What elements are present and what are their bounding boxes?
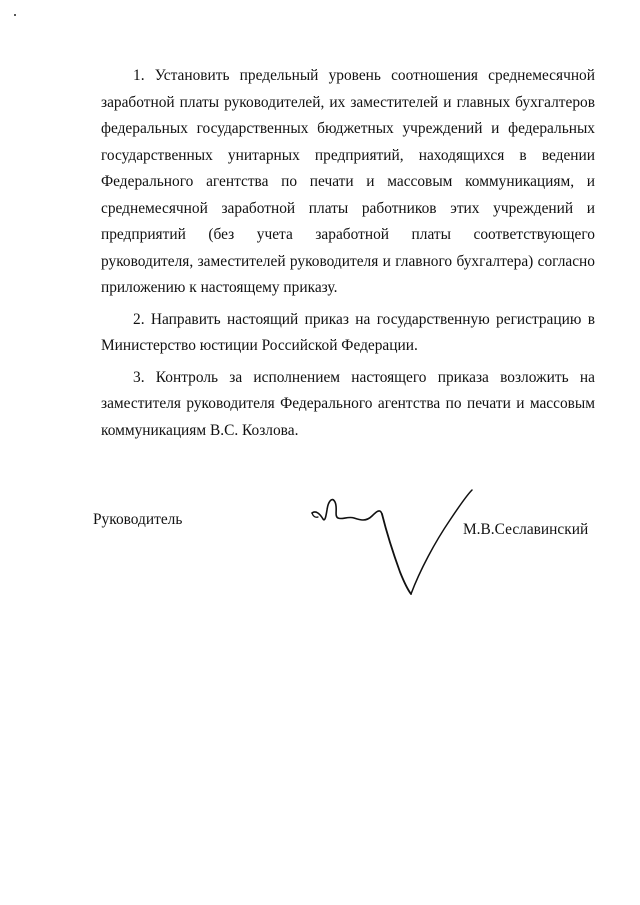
signatory-name: М.В.Сеславинский xyxy=(463,521,589,538)
paragraph-text: Установить предельный уровень соотношения среднемесячной заработной платы руководителей, их заместителей и главных бухгалтеров федеральных государственных бюджетных учреждений и федеральных государственных унитарных предприятий, находящихся в ведении Федерального агентства по печати и массовым коммуникациям, и среднемесячной заработной платы работников этих учреждений и предприятий (без учета заработной платы соответствующего руководителя, заместителей руководителя и главного бухгалтера) согласно приложению к настоящему приказу. xyxy=(101,67,595,296)
order-paragraph-3 xyxy=(101,365,595,445)
order-paragraph-1 xyxy=(101,63,595,302)
paragraph-number: 1. xyxy=(133,67,145,84)
order-paragraph-2 xyxy=(101,307,595,360)
paragraph-number: 2. xyxy=(133,310,145,328)
signatory-title: Руководитель xyxy=(93,511,183,528)
scan-speck xyxy=(14,14,16,16)
handwritten-signature-icon xyxy=(300,480,490,610)
order-body xyxy=(101,63,595,444)
paragraph-number: 3. xyxy=(133,368,145,386)
signature-block xyxy=(0,480,640,610)
paragraph-text: Направить настоящий приказ на государственную регистрацию в Министерство юстиции Российской Федерации. xyxy=(101,310,595,354)
paragraph-text: Контроль за исполнением настоящего приказа возложить на заместителя руководителя Федерального агентства по печати и массовым коммуникациям В.С. Козлова. xyxy=(101,368,595,439)
